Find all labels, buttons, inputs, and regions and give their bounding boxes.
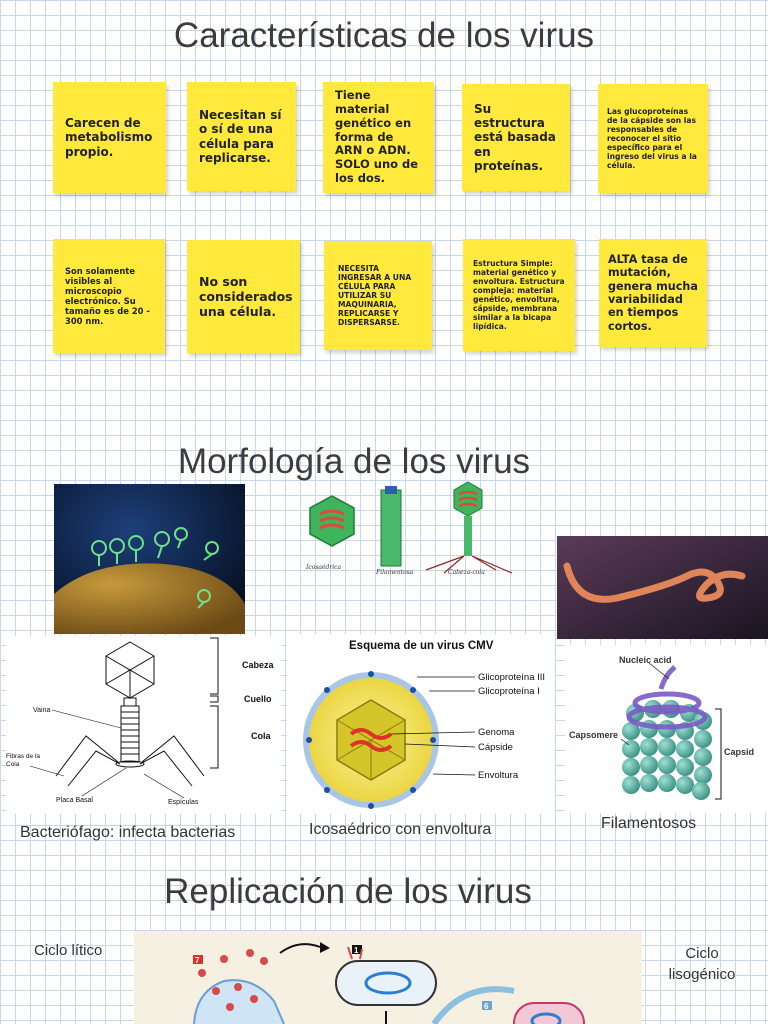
caption-filamentous: Filamentosos <box>601 815 697 832</box>
note-protein-structure: Su estructura está basada en proteínas. <box>462 84 570 191</box>
label-tail: Cola <box>251 731 271 741</box>
filovirus-image <box>557 536 768 639</box>
bacterium-icon <box>336 947 436 1005</box>
title-replication: Replicación de los virus <box>164 872 532 911</box>
note-no-metabolism: Carecen de metabolismo propio. <box>53 82 166 193</box>
label-capsomere: Capsomere <box>569 730 619 740</box>
note-size: Son solamente visibles al microscopio electrónico. Su tamaño es de 20 - 300 nm. <box>53 239 165 353</box>
label-filamentous: Filamentosa <box>376 569 414 576</box>
lysogenic-bacterium-icon <box>514 1003 584 1024</box>
note-glycoproteins: Las glucoproteínas de la cápside son las responsables de reconocer el sitio específico para el ingreso del virus a la célula. <box>598 84 708 193</box>
label-neck: Cuello <box>244 694 272 704</box>
caption-bacteriophage: Bacteriófago: infecta bacterias <box>20 824 236 841</box>
label-spicules: Espículas <box>168 799 199 806</box>
label-icosahedral: Icosaédrica <box>306 564 342 571</box>
note-mutation-rate: ALTA tasa de mutación, genera mucha variabilidad en tiempos cortos. <box>599 239 707 347</box>
label-tail-fibers: Fibras de la Cola <box>6 753 40 769</box>
note-needs-cell: Necesitan sí o sí de una célula para replicarse. <box>187 82 296 191</box>
step-6-label: 6 <box>484 1002 489 1011</box>
head-tail-virus-icon <box>426 482 512 573</box>
phage-micrograph <box>54 484 245 634</box>
filamentous-virus-icon <box>381 486 401 566</box>
cmv-title: Esquema de un virus CMV <box>349 640 494 652</box>
label-head-tail: Cabeza-cola <box>448 569 485 576</box>
label-envelope: Envoltura <box>478 770 519 781</box>
replication-diagram <box>134 931 642 1024</box>
filamentous-capsid-diagram <box>565 645 768 813</box>
step-7-label: 7 <box>195 956 200 965</box>
cmv-diagram <box>287 634 555 814</box>
step-1-label: 1 <box>354 946 359 955</box>
icosahedral-virus-icon <box>310 496 354 546</box>
label-head: Cabeza <box>242 660 274 670</box>
label-glycoprotein-1: Glicoproteína I <box>478 686 540 697</box>
title-characteristics: Características de los virus <box>173 16 595 55</box>
bacteriophage-diagram <box>6 636 281 814</box>
note-not-a-cell: No son considerados una célula. <box>187 240 300 353</box>
label-base-plate: Placa Basal <box>56 797 93 804</box>
label-genome: Genoma <box>478 727 515 738</box>
label-sheath: Vaina <box>33 707 51 714</box>
label-nucleic-acid: Nucleic acid <box>619 655 672 665</box>
note-must-enter-cell: NECESITA INGRESAR A UNA CÉLULA PARA UTILIZAR SU MAQUINARIA, REPLICARSE Y DISPERSARSE. <box>324 241 432 350</box>
label-lysogenic-cycle: Ciclo lisogénico <box>668 945 736 983</box>
title-morphology: Morfología de los virus <box>177 442 531 481</box>
note-genetic-material: Tiene material genético en forma de ARN o ADN. SOLO uno de los dos. <box>323 82 434 193</box>
label-glycoprotein-3: Glicoproteína III <box>478 672 546 683</box>
label-capsid-filament: Capsid <box>724 747 755 757</box>
label-lytic-cycle: Ciclo lítico <box>34 942 103 959</box>
caption-cmv: Icosaédrico con envoltura <box>309 821 492 838</box>
lysing-cell-icon <box>194 949 284 1024</box>
note-structure-types: Estructura Simple: material genético y envoltura. Estructura compleja: material genético, envoltura, cápside, membrana similar a la bicapa lipídica. <box>463 239 575 351</box>
label-capsid-cmv: Cápside <box>478 742 513 753</box>
